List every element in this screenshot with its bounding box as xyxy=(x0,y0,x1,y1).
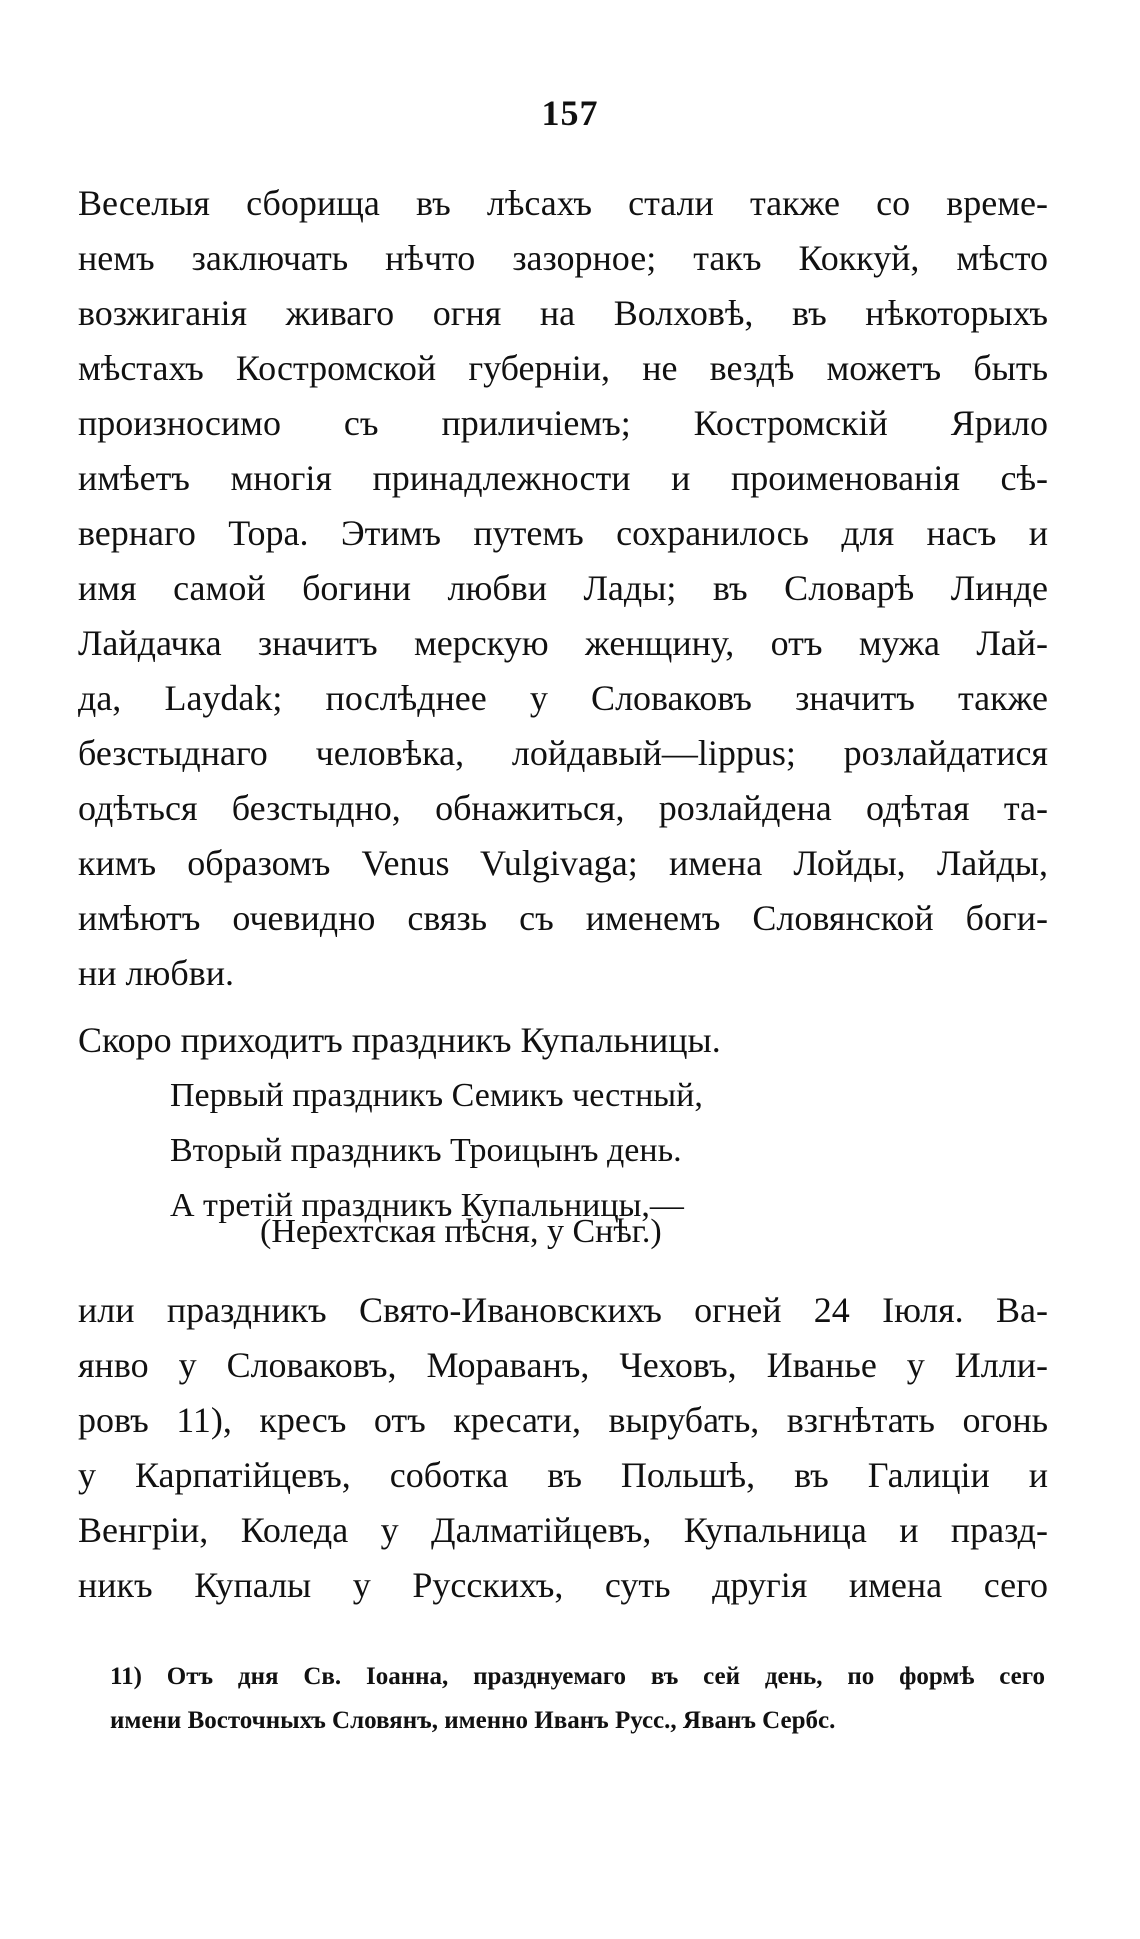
text-line: никъ Купалы у Русскихъ, суть другія имена сего xyxy=(78,1565,1048,1605)
text-line: ни любви. xyxy=(78,953,234,993)
text-line: одѣться безстыдно, обнажиться, розлайдена одѣтая та- xyxy=(78,788,1048,828)
page-number: 157 xyxy=(541,93,599,133)
verse-lead-line: Скоро приходитъ праздникъ Купальницы. xyxy=(78,1020,721,1060)
verse-line: А третій праздникъ Купальницы,— xyxy=(170,1187,684,1224)
text-line: возжиганія живаго огня на Волховѣ, въ нѣкоторыхъ xyxy=(78,293,1048,333)
footnote-line: имени Восточныхъ Словянъ, именно Иванъ Русс., Яванъ Сербс. xyxy=(110,1707,836,1734)
text-line: произносимо съ приличіемъ; Костромскій Ярило xyxy=(78,403,1048,443)
text-line: имѣютъ очевидно связь съ именемъ Словянской боги- xyxy=(78,898,1048,938)
text-line: мѣстахъ Костромской губерніи, не вездѣ можетъ быть xyxy=(78,348,1048,388)
text-line: имя самой богини любви Лады; въ Словарѣ Линде xyxy=(78,568,1048,608)
text-line: да, Laydak; послѣднее у Словаковъ значитъ также xyxy=(78,678,1048,718)
continuation-paragraph xyxy=(78,1283,1048,1613)
verse-line: Первый праздникъ Семикъ честный, xyxy=(170,1077,703,1114)
verse-source: (Нерехтская пѣсня, у Снѣг.) xyxy=(260,1213,662,1250)
footnote-line: 11) Отъ дня Св. Іоанна, празднуемаго въ сей день, по формѣ сего xyxy=(110,1663,1045,1690)
main-paragraph xyxy=(78,176,1048,1001)
text-line: ровъ 11), кресъ отъ кресати, вырубать, взгнѣтать огонь xyxy=(78,1400,1048,1440)
verse-line: Вторый праздникъ Троицынъ день. xyxy=(170,1132,682,1169)
verse-block xyxy=(170,1068,703,1233)
text-line: безстыднаго человѣка, лойдавый—lippus; розлайдатися xyxy=(78,733,1048,773)
text-line: Веселыя сборища въ лѣсахъ стали также со време- xyxy=(78,183,1048,223)
verse-lead xyxy=(78,1013,1048,1068)
text-line: имѣетъ многія принадлежности и проименованія сѣ- xyxy=(78,458,1048,498)
text-line: немъ заключать нѣчто зазорное; такъ Коккуй, мѣсто xyxy=(78,238,1048,278)
text-line: у Карпатійцевъ, соботка въ Польшѣ, въ Галиціи и xyxy=(78,1455,1048,1495)
text-line: кимъ образомъ Venus Vulgivaga; имена Лойды, Лайды, xyxy=(78,843,1048,883)
footnote xyxy=(110,1655,1045,1743)
text-line: янво у Словаковъ, Моравaнъ, Чеховъ, Иванье у Илли- xyxy=(78,1345,1048,1385)
text-line: Венгріи, Коледа у Далматійцевъ, Купальница и празд- xyxy=(78,1510,1048,1550)
text-line: или праздникъ Свято-Ивановскихъ огней 24 Іюля. Ва- xyxy=(78,1290,1048,1330)
text-line: Лайдачка значитъ мерскую женщину, отъ мужа Лай- xyxy=(78,623,1048,663)
text-line: вернаго Тора. Этимъ путемъ сохранилось для насъ и xyxy=(78,513,1048,553)
